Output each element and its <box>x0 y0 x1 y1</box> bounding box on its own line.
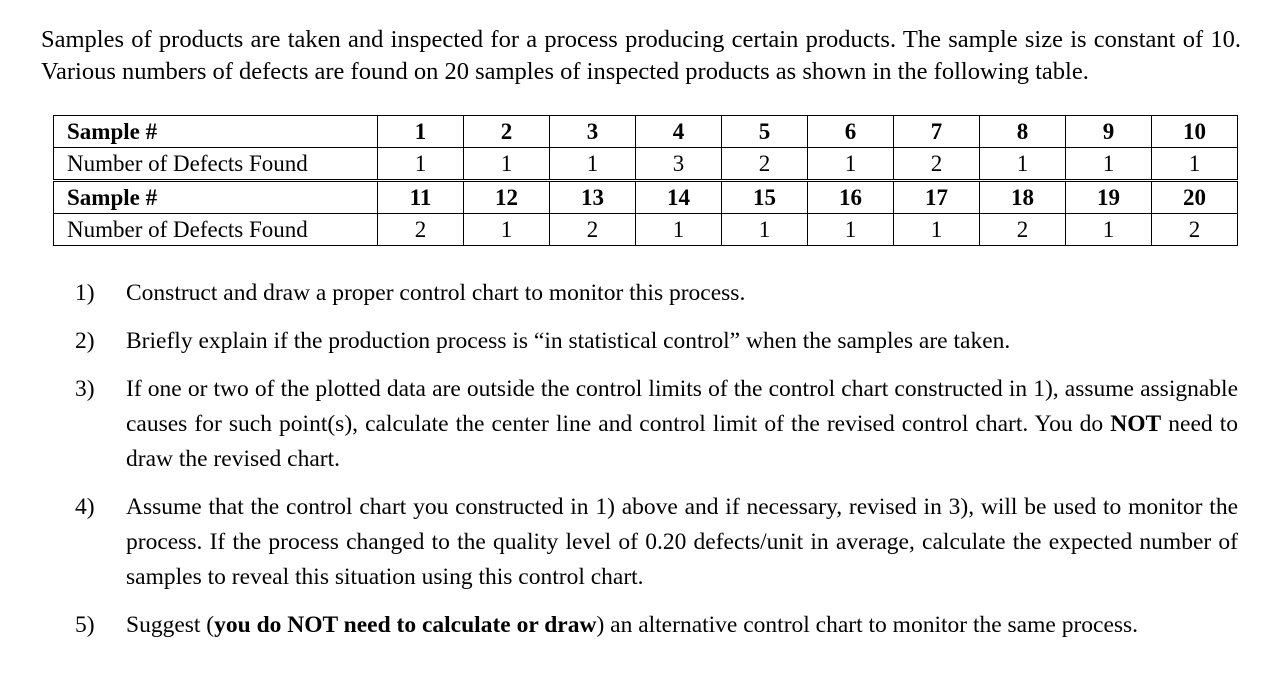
table-cell: 1 <box>464 148 550 181</box>
question-text: need to draw the revised chart. <box>126 411 1239 472</box>
table-cell: 1 <box>808 148 894 181</box>
question-item <box>75 490 1238 595</box>
question-number: 4) <box>75 494 95 520</box>
sample-number-row <box>54 116 1238 148</box>
table-cell: 9 <box>1066 116 1152 148</box>
sample-number-row <box>54 181 1238 214</box>
question-item <box>75 276 1238 311</box>
question-text: Construct and draw a proper control chart to monitor this process. <box>126 280 746 306</box>
table-cell: 17 <box>894 181 980 214</box>
question-number: 3) <box>75 376 95 402</box>
row-label: Number of Defects Found <box>54 148 378 181</box>
table-cell: 6 <box>808 116 894 148</box>
table-cell: 2 <box>894 148 980 181</box>
table-cell: 1 <box>378 148 464 181</box>
emphasis-text: NOT <box>1110 411 1162 437</box>
table-cell: 2 <box>980 214 1066 246</box>
question-text: If one or two of the plotted data are outside the control limits of the control chart constructed in 1), assume assignable causes for such point(s), calculate the center line and control limit of the revised control chart. You do <box>126 376 1238 437</box>
table-cell: 1 <box>980 148 1066 181</box>
table-cell: 1 <box>1152 148 1238 181</box>
table-cell: 3 <box>636 148 722 181</box>
table-cell: 15 <box>722 181 808 214</box>
table-cell: 20 <box>1152 181 1238 214</box>
table-cell: 16 <box>808 181 894 214</box>
table-cell: 11 <box>378 181 464 214</box>
table-cell: 1 <box>722 214 808 246</box>
table-cell: 1 <box>808 214 894 246</box>
question-number: 1) <box>75 280 95 306</box>
table-cell: 1 <box>1066 148 1152 181</box>
table-cell: 1 <box>1066 214 1152 246</box>
table-cell: 1 <box>550 148 636 181</box>
table-cell: 4 <box>636 116 722 148</box>
table-cell: 7 <box>894 116 980 148</box>
question-list <box>75 276 1238 643</box>
defects-row <box>54 214 1238 246</box>
table-cell: 1 <box>636 214 722 246</box>
defects-table <box>53 115 1238 246</box>
table-cell: 13 <box>550 181 636 214</box>
row-label: Sample # <box>54 116 378 148</box>
row-label: Number of Defects Found <box>54 214 378 246</box>
table-cell: 2 <box>550 214 636 246</box>
table-cell: 2 <box>464 116 550 148</box>
table-cell: 19 <box>1066 181 1152 214</box>
table-cell: 5 <box>722 116 808 148</box>
table-cell: 2 <box>1152 214 1238 246</box>
table-cell: 12 <box>464 181 550 214</box>
table-cell: 8 <box>980 116 1066 148</box>
question-item <box>75 324 1238 359</box>
table-cell: 1 <box>464 214 550 246</box>
question-item <box>75 372 1238 477</box>
table-cell: 14 <box>636 181 722 214</box>
defects-row <box>54 148 1238 181</box>
question-number: 2) <box>75 328 95 354</box>
table-cell: 1 <box>894 214 980 246</box>
table-cell: 10 <box>1152 116 1238 148</box>
question-text: Briefly explain if the production process is “in statistical control” when the samples are taken. <box>126 328 1011 354</box>
emphasis-text: you do NOT need to calculate or draw <box>214 612 597 638</box>
table-cell: 3 <box>550 116 636 148</box>
question-text: ) an alternative control chart to monitor the same process. <box>596 612 1139 638</box>
question-text: Assume that the control chart you constructed in 1) above and if necessary, revised in 3), will be used to monitor the process. If the process changed to the quality level of 0.20 defects/unit in average, calculate the expected number of samples to reveal this situation using this control chart. <box>126 494 1238 590</box>
row-label: Sample # <box>54 181 378 214</box>
table-cell: 2 <box>722 148 808 181</box>
table-cell: 1 <box>378 116 464 148</box>
table-cell: 2 <box>378 214 464 246</box>
question-item <box>75 608 1238 643</box>
problem-intro: Samples of products are taken and inspected for a process producing certain products. The sample size is constant of 10. Various numbers of defects are found on 20 samples of inspected products as shown in the following table. <box>41 26 1241 85</box>
table-cell: 18 <box>980 181 1066 214</box>
question-text: Suggest ( <box>126 612 215 638</box>
question-number: 5) <box>75 612 95 638</box>
